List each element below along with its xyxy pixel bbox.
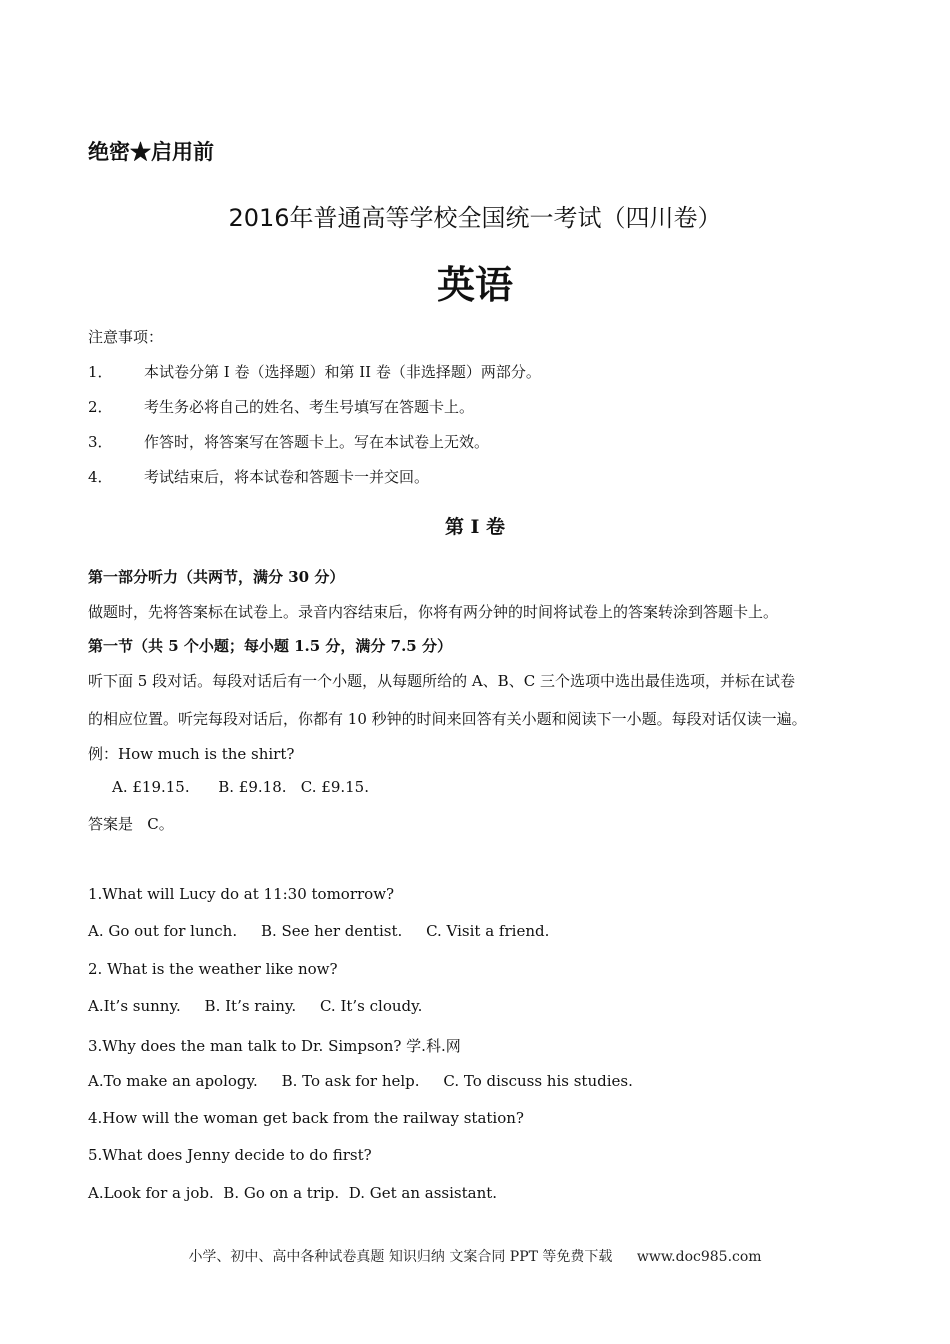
question-5-options: A.Look for a job. B. Go on a trip. D. Get an assistant. [88,1184,498,1202]
example-answer: 答案是 C。 [88,815,174,833]
notice-number: 3． [88,433,113,451]
notice-number: 2． [88,398,113,416]
section1-instructions: 的相应位置。听完每段对话后，你都有 10 秒钟的时间来回答有关小题和阅读下一小题。每段对话仅读一遍。 [88,710,807,728]
exam-title: 2016年普通高等学校全国统一考试（四川卷） [228,204,722,232]
question-2: 2. What is the weather like now? [88,960,338,978]
notice-text: 考试结束后，将本试卷和答题卡一并交回。 [144,468,430,486]
question-2-options: A.It’s sunny. B. It’s rainy. C. It’s cloudy. [88,997,423,1015]
part1-intro: 做题时，先将答案标在试卷上。录音内容结束后，你将有两分钟的时间将试卷上的答案转涂到答题卡上。 [88,603,779,621]
example-options: A. £19.15. B. £9.18. C. £9.15. [112,778,369,796]
notice-number: 1． [88,363,113,381]
question-3: 3.Why does the man talk to Dr. Simpson? 学.科.网 [88,1037,461,1055]
notice-text: 本试卷分第 I 卷（选择题）和第 II 卷（非选择题）两部分。 [144,363,541,381]
section1-instructions: 听下面 5 段对话。每段对话后有一个小题，从每题所给的 A、B、C 三个选项中选出最佳选项，并标在试卷 [88,672,795,690]
section1-heading: 第一节（共 5 个小题；每小题 1.5 分，满分 7.5 分） [88,637,452,655]
question-5: 5.What does Jenny decide to do first? [88,1146,372,1164]
notice-text: 考生务必将自己的姓名、考生号填写在答题卡上。 [144,398,475,416]
example-question: 例：How much is the shirt? [88,745,295,763]
subject-title: 英语 [436,263,513,307]
notice-text: 作答时，将答案写在答题卡上。写在本试卷上无效。 [144,433,490,451]
volume-heading: 第 I 卷 [444,516,506,538]
confidential-mark: 绝密★启用前 [88,139,214,164]
part1-heading: 第一部分听力（共两节，满分 30 分） [88,568,345,586]
notice-number: 4． [88,468,113,486]
footer-text: 小学、初中、高中各种试卷真题 知识归纳 文案合同 PPT 等免费下载 [188,1249,613,1265]
question-1: 1.What will Lucy do at 11:30 tomorrow? [88,885,395,903]
question-4: 4.How will the woman get back from the railway station? [88,1109,524,1127]
notice-heading: 注意事项： [88,328,164,346]
footer-site-link[interactable]: www.doc985.com [636,1249,762,1265]
question-1-options: A. Go out for lunch. B. See her dentist. C. Visit a friend. [88,922,550,940]
question-3-options: A.To make an apology. B. To ask for help. C. To discuss his studies. [88,1072,633,1090]
page-footer [0,1246,950,1266]
